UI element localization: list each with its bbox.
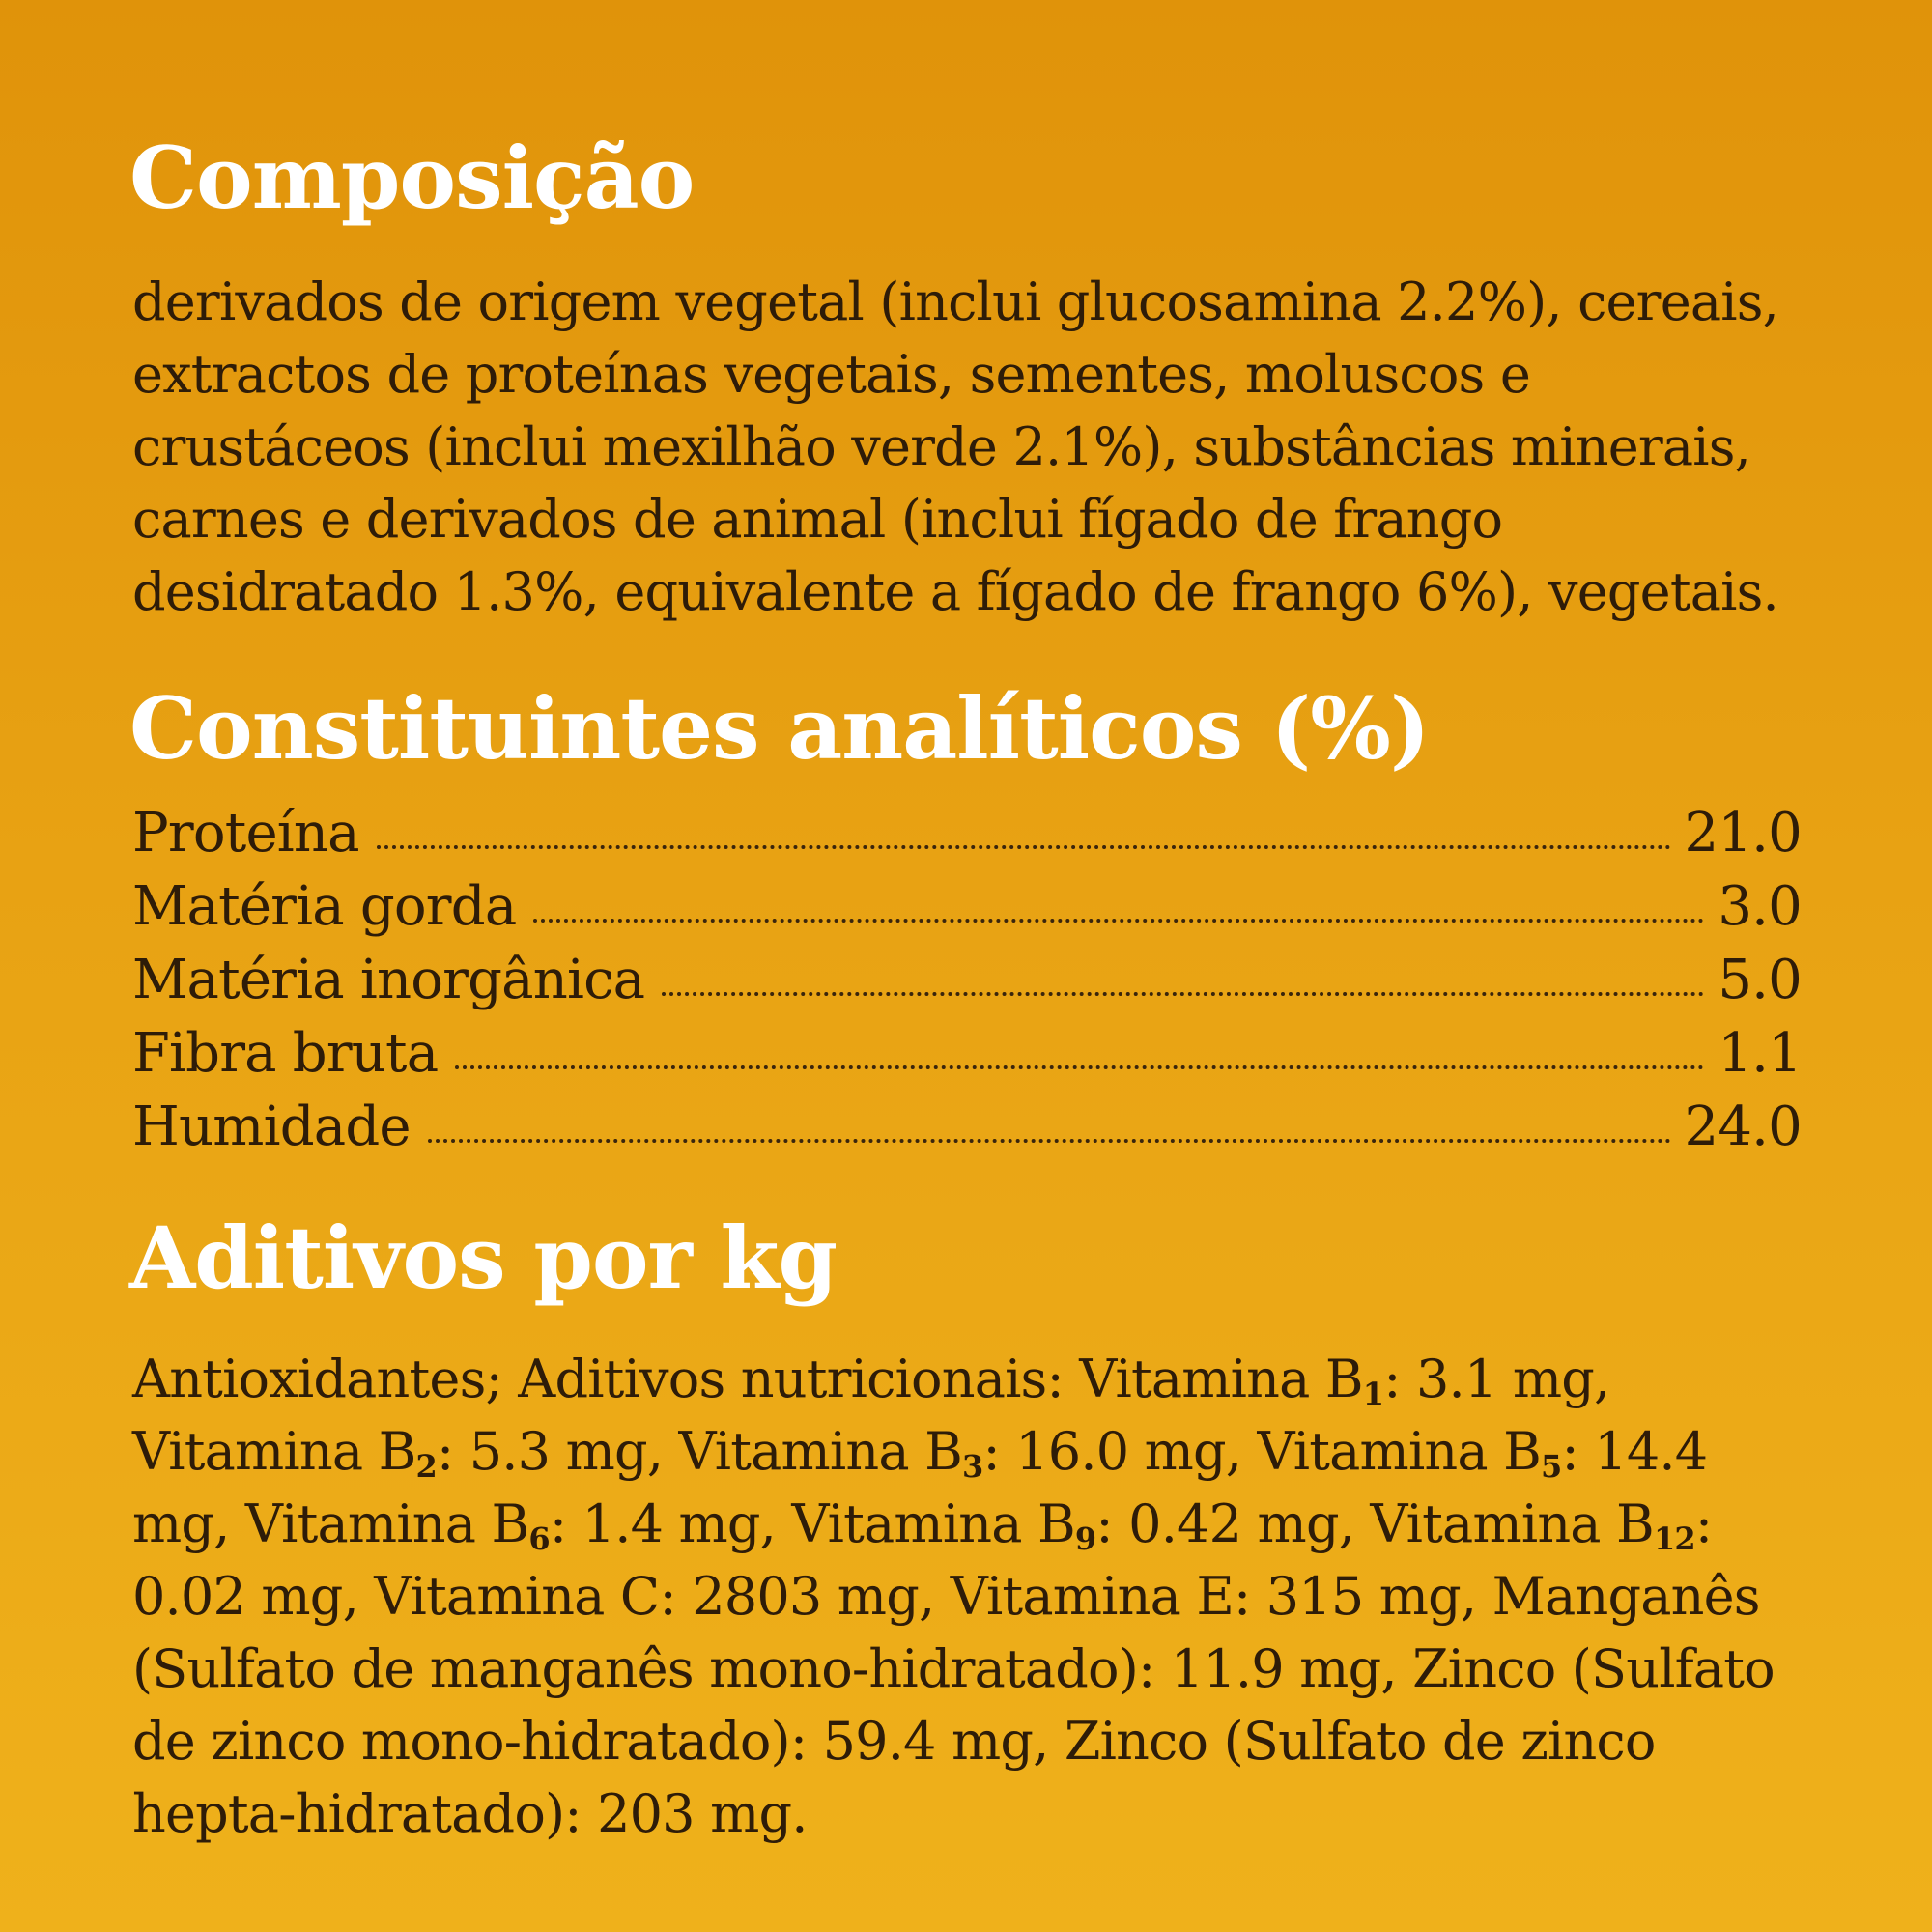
table-row (132, 1095, 1802, 1169)
constituintes-heading: Constituintes analíticos (%) (129, 678, 1430, 779)
dotted-leader (662, 992, 1704, 996)
aditivos-heading: Aditivos por kg (129, 1208, 838, 1308)
subscript: 1 (1362, 1376, 1384, 1412)
row-label: Humidade (132, 1095, 411, 1158)
row-label: Fibra bruta (132, 1022, 439, 1085)
aditivos-part: : 0.42 mg, Vitamina B (1095, 1493, 1654, 1554)
aditivos-part: Antioxidantes; Aditivos nutricionais: Vitamina B (132, 1349, 1363, 1409)
dotted-leader (377, 845, 1671, 849)
aditivos-part: : 16.0 mg, Vitamina B (982, 1421, 1542, 1482)
row-value: 24.0 (1684, 1095, 1802, 1158)
table-row (132, 802, 1802, 875)
subscript: 12 (1653, 1520, 1695, 1557)
row-value: 5.0 (1718, 949, 1802, 1011)
table-row (132, 875, 1802, 949)
aditivos-part: : 5.3 mg, Vitamina B (436, 1421, 962, 1482)
table-row (132, 1022, 1802, 1095)
row-label: Proteína (132, 802, 359, 865)
subscript: 9 (1074, 1520, 1096, 1557)
row-label: Matéria gorda (132, 875, 517, 938)
row-value: 3.0 (1718, 875, 1802, 938)
composicao-text: derivados de origem vegetal (inclui glucosamina 2.2%), cereais, extractos de proteínas vegetais, sementes, moluscos e crustáceos (inclui mexilhão verde 2.1%), substâncias minerais, carnes e derivados de animal (inclui fígado de frango desidratado 1.3%, equivalente a fígado de frango 6%), vegetais. (132, 271, 1778, 622)
aditivos-part: : 0.02 mg, Vitamina C: 2803 mg, Vitamina E: 315 mg, Manganês (Sulfato de manganês mono-hidratado): 11.9 mg, Zinco (Sulfato de zinco mono-hidratado): 59.4 mg, Zinco (Sulfato de zinco hepta-hidratado): 203 mg. (132, 1493, 1775, 1844)
subscript: 5 (1541, 1448, 1562, 1485)
dotted-leader (455, 1065, 1704, 1069)
dotted-leader (428, 1139, 1671, 1143)
row-value: 1.1 (1718, 1022, 1802, 1085)
aditivos-part: : 14.4 mg, Vitamina B (132, 1421, 1708, 1554)
table-row (132, 949, 1802, 1022)
composicao-heading: Composição (129, 128, 695, 228)
subscript: 3 (962, 1448, 983, 1485)
subscript: 2 (415, 1448, 437, 1485)
aditivos-text (132, 1343, 1813, 1850)
row-value: 21.0 (1684, 802, 1802, 865)
aditivos-part: : 1.4 mg, Vitamina B (549, 1493, 1075, 1554)
dotted-leader (533, 919, 1704, 923)
subscript: 6 (528, 1520, 550, 1557)
constituintes-table (132, 802, 1802, 1169)
aditivos-part: : 3.1 mg, Vitamina B (132, 1349, 1610, 1482)
row-label: Matéria inorgânica (132, 949, 645, 1011)
